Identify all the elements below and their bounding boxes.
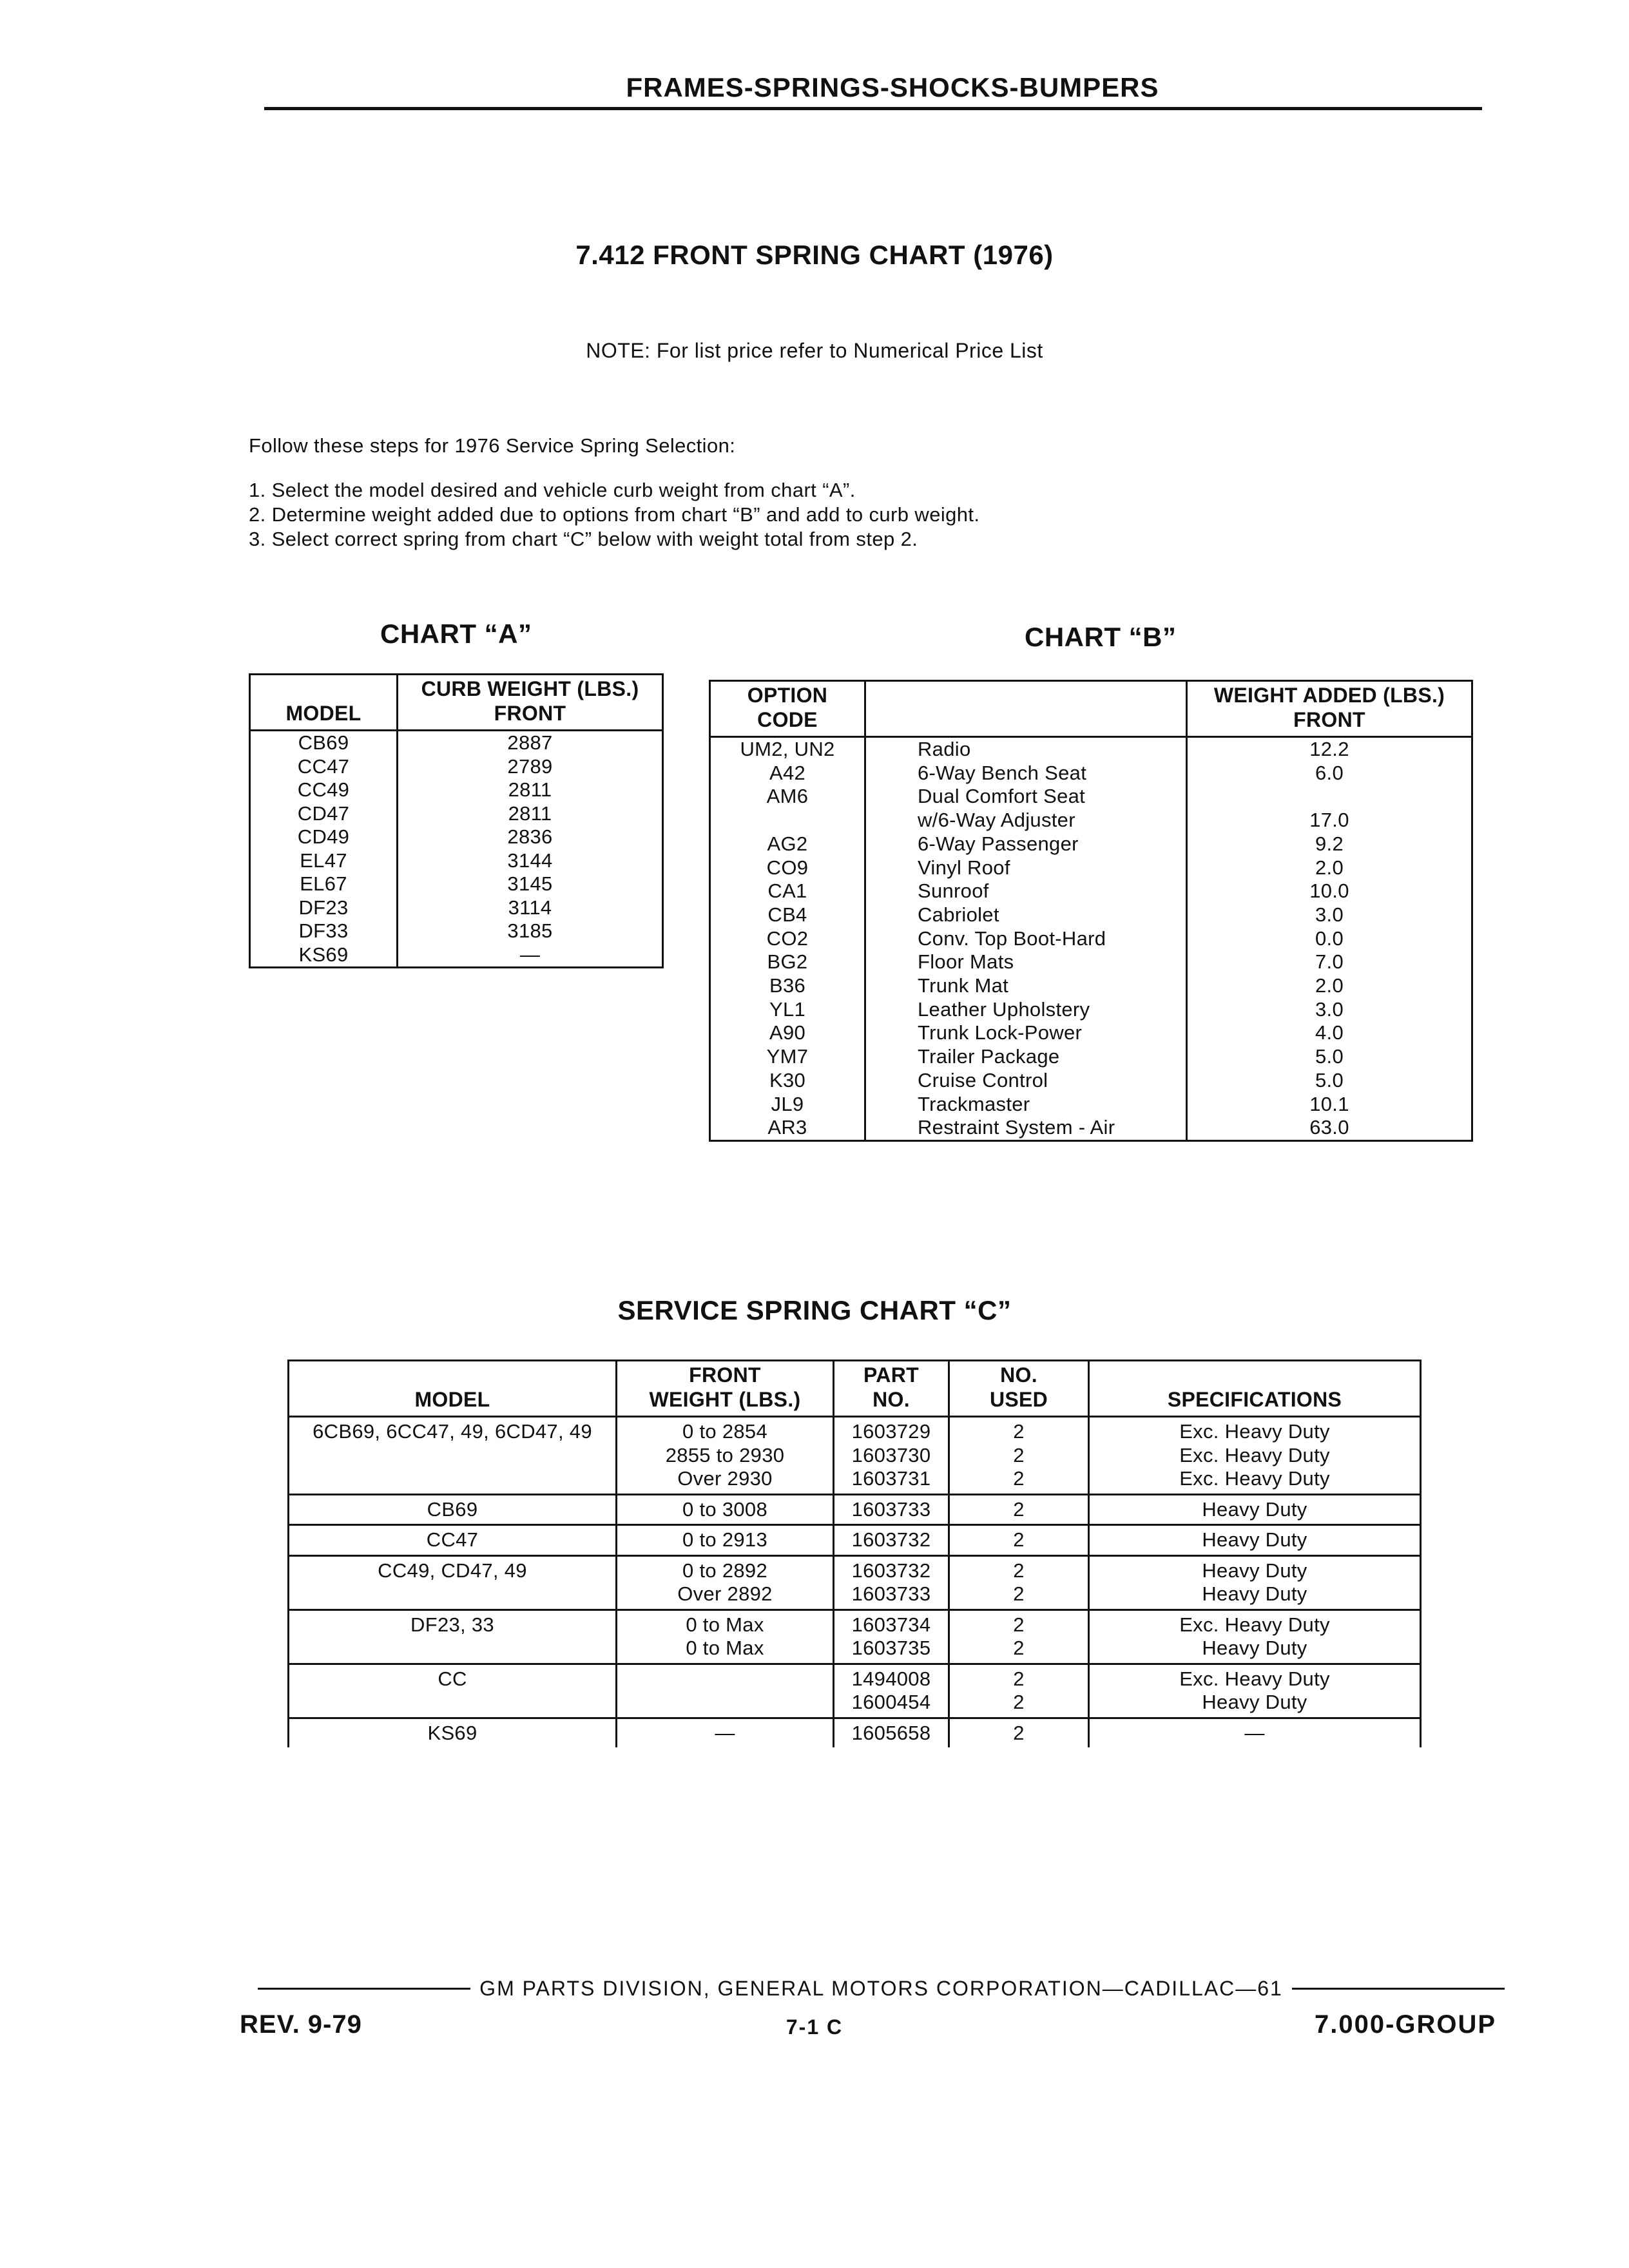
chart-b-weight-added: 5.0	[1187, 1045, 1472, 1069]
chart-c-number-used-value: 2	[1013, 1721, 1025, 1744]
table-row	[710, 762, 1472, 785]
chart-b-option-code: AR3	[710, 1116, 865, 1140]
table-row	[289, 1494, 1421, 1525]
chart-c-header-used: NO. USED	[949, 1361, 1089, 1417]
chart-c-number-used-value: 2	[1013, 1613, 1025, 1636]
chart-a-curb-weight: 3144	[398, 849, 663, 873]
chart-c-part-number-value: 1494008	[851, 1667, 931, 1690]
chart-b-option-code: CB4	[710, 903, 865, 927]
chart-b-weight-added: 7.0	[1187, 950, 1472, 974]
chart-c-number-used-value: 2	[1013, 1497, 1025, 1521]
table-row	[710, 879, 1472, 903]
chart-c-specifications	[1089, 1555, 1421, 1610]
table-row	[250, 755, 663, 779]
chart-c-front-weight-value: 0 to 2913	[682, 1528, 767, 1551]
footer-group: 7.000-GROUP	[1315, 2010, 1497, 2039]
chart-c-number-used-value: 2	[1013, 1420, 1025, 1443]
chart-b-description: Trunk Mat	[865, 974, 1187, 998]
table-row	[250, 943, 663, 968]
chart-c-front-weight	[617, 1610, 834, 1664]
chart-b-description: Cruise Control	[865, 1069, 1187, 1093]
chart-c-part-number	[834, 1718, 949, 1747]
chart-b-description: Trunk Lock-Power	[865, 1021, 1187, 1045]
table-row	[289, 1718, 1421, 1747]
chart-c-header-part: PART NO.	[834, 1361, 949, 1417]
chart-c-front-weight	[617, 1525, 834, 1556]
price-note: NOTE: For list price refer to Numerical Price List	[586, 339, 1043, 362]
table-row	[250, 825, 663, 849]
chart-c-model: 6CB69, 6CC47, 49, 6CD47, 49	[289, 1417, 617, 1495]
chart-c-part-number-value: 1603730	[851, 1443, 931, 1466]
chart-a-curb-weight: 2887	[398, 731, 663, 755]
table-row	[710, 832, 1472, 856]
chart-b-header-description	[865, 681, 1187, 737]
chart-c-model: CB69	[289, 1494, 617, 1525]
chart-c-specifications-value: —	[1244, 1721, 1265, 1744]
chart-c-number-used-value: 2	[1013, 1582, 1025, 1605]
chart-c-part-number-value: 1605658	[851, 1721, 931, 1744]
chart-c-specifications	[1089, 1525, 1421, 1556]
chart-c-front-weight-value: Over 2930	[677, 1467, 773, 1490]
chart-b-weight-added: 2.0	[1187, 856, 1472, 880]
table-row	[710, 737, 1472, 762]
chart-c-front-weight-value: Over 2892	[677, 1582, 773, 1605]
chart-c-number-used-value: 2	[1013, 1691, 1025, 1713]
chart-a-model: DF33	[250, 919, 398, 943]
footer-rule-left	[258, 1988, 470, 1990]
chart-b-header-weight: WEIGHT ADDED (LBS.) FRONT	[1187, 681, 1472, 737]
table-row	[289, 1417, 1421, 1495]
chart-c-part-number-value: 1603732	[851, 1559, 931, 1582]
chart-b-table	[709, 680, 1473, 1142]
chart-c-front-weight-value: 0 to Max	[686, 1637, 764, 1659]
footer-page-number: 7-1 C	[786, 2015, 843, 2039]
chart-b-option-code: UM2, UN2	[710, 737, 865, 762]
chart-c-number-used-value: 2	[1013, 1559, 1025, 1582]
chart-c-part-number-value: 1603734	[851, 1613, 931, 1636]
chart-b-option-code: JL9	[710, 1093, 865, 1117]
page-header-title: FRAMES-SPRINGS-SHOCKS-BUMPERS	[626, 72, 1159, 102]
table-row	[710, 903, 1472, 927]
chart-b-option-code: CO2	[710, 927, 865, 951]
chart-c-front-weight-value: —	[715, 1721, 735, 1744]
chart-c-specifications-value: Heavy Duty	[1202, 1559, 1307, 1582]
table-row	[710, 974, 1472, 998]
chart-c-front-weight	[617, 1417, 834, 1495]
chart-c-number-used-value: 2	[1013, 1667, 1025, 1690]
chart-c-header-row	[289, 1361, 1421, 1417]
chart-c-part-number	[834, 1417, 949, 1495]
chart-b-description: 6-Way Bench Seat	[865, 762, 1187, 785]
chart-c-number-used	[949, 1718, 1089, 1747]
table-row	[289, 1610, 1421, 1664]
chart-a-model: CD47	[250, 802, 398, 826]
chart-b-weight-added: 10.1	[1187, 1093, 1472, 1117]
chart-b-option-code: B36	[710, 974, 865, 998]
chart-c-part-number-value: 1600454	[851, 1691, 931, 1713]
chart-c-number-used	[949, 1664, 1089, 1718]
chart-c-number-used-value: 2	[1013, 1443, 1025, 1466]
chart-b-weight-added: 3.0	[1187, 903, 1472, 927]
chart-b-option-code: AM6	[710, 785, 865, 809]
chart-b-header-row	[710, 681, 1472, 737]
chart-b-weight-added: 5.0	[1187, 1069, 1472, 1093]
chart-c-specifications-value: Exc. Heavy Duty	[1179, 1443, 1330, 1466]
table-row	[710, 809, 1472, 832]
steps-list	[249, 478, 979, 552]
chart-a-model: DF23	[250, 896, 398, 920]
chart-c-part-number-value: 1603735	[851, 1637, 931, 1659]
chart-a-curb-weight: 2811	[398, 802, 663, 826]
chart-c-front-weight-value: 2855 to 2930	[665, 1443, 785, 1466]
chart-c-header-model: MODEL	[289, 1361, 617, 1417]
chart-b-header-code: OPTION CODE	[710, 681, 865, 737]
table-row	[250, 872, 663, 896]
chart-b-weight-added: 2.0	[1187, 974, 1472, 998]
chart-c-part-number-value: 1603733	[851, 1497, 931, 1521]
step-2: 2. Determine weight added due to options from chart “B” and add to curb weight.	[249, 503, 980, 526]
chart-b-description: Cabriolet	[865, 903, 1187, 927]
chart-c-number-used	[949, 1555, 1089, 1610]
chart-c-front-weight	[617, 1664, 834, 1718]
chart-c-front-weight	[617, 1718, 834, 1747]
chart-b-weight-added: 12.2	[1187, 737, 1472, 762]
chart-a-model: CC49	[250, 778, 398, 802]
chart-a-curb-weight: 3114	[398, 896, 663, 920]
chart-c-specifications-value: Heavy Duty	[1202, 1582, 1307, 1605]
table-row	[250, 778, 663, 802]
chart-b-option-code: A90	[710, 1021, 865, 1045]
chart-c-model: KS69	[289, 1718, 617, 1747]
footer-rule-right	[1292, 1988, 1505, 1990]
chart-a-model: CB69	[250, 731, 398, 755]
chart-c-part-number	[834, 1494, 949, 1525]
table-row	[710, 927, 1472, 951]
chart-c-specifications-value: Heavy Duty	[1202, 1691, 1307, 1713]
chart-a-curb-weight: 2836	[398, 825, 663, 849]
chart-b-weight-added: 4.0	[1187, 1021, 1472, 1045]
chart-b-option-code	[710, 809, 865, 832]
chart-b-option-code: YL1	[710, 998, 865, 1022]
chart-c-specifications-value: Heavy Duty	[1202, 1637, 1307, 1659]
chart-b-weight-added: 63.0	[1187, 1116, 1472, 1140]
chart-c-specifications-value: Exc. Heavy Duty	[1179, 1467, 1330, 1490]
chart-c-front-weight-value: 0 to 2892	[682, 1559, 767, 1582]
chart-c-specifications	[1089, 1494, 1421, 1525]
section-title: 7.412 FRONT SPRING CHART (1976)	[575, 240, 1054, 270]
chart-b-option-code: AG2	[710, 832, 865, 856]
chart-c-specifications	[1089, 1417, 1421, 1495]
chart-b-description: Trackmaster	[865, 1093, 1187, 1117]
footer-publisher: GM PARTS DIVISION, GENERAL MOTORS CORPORATION—CADILLAC—61	[479, 1977, 1283, 2000]
chart-c-model: CC47	[289, 1525, 617, 1556]
header-rule	[264, 107, 1482, 110]
chart-b-description: w/6-Way Adjuster	[865, 809, 1187, 832]
chart-c-part-number	[834, 1525, 949, 1556]
chart-a-model: KS69	[250, 943, 398, 968]
table-row	[710, 1045, 1472, 1069]
chart-c-part-number	[834, 1664, 949, 1718]
chart-c-number-used	[949, 1417, 1089, 1495]
chart-c-front-weight-value: 0 to 3008	[682, 1497, 767, 1521]
chart-b-description: Floor Mats	[865, 950, 1187, 974]
table-row	[710, 1093, 1472, 1117]
footer-publisher-line	[258, 1977, 1505, 2001]
chart-a-header-curb-weight: CURB WEIGHT (LBS.) FRONT	[398, 675, 663, 731]
chart-c-number-used	[949, 1610, 1089, 1664]
table-row	[289, 1664, 1421, 1718]
chart-a-header-row	[250, 675, 663, 731]
chart-b-description: Leather Upholstery	[865, 998, 1187, 1022]
chart-c-part-number-value: 1603729	[851, 1420, 931, 1443]
chart-c-table	[287, 1360, 1422, 1747]
chart-b-option-code: CO9	[710, 856, 865, 880]
chart-c-number-used	[949, 1525, 1089, 1556]
table-row	[710, 1116, 1472, 1140]
chart-c-number-used-value: 2	[1013, 1637, 1025, 1659]
table-row	[710, 950, 1472, 974]
chart-c-front-weight	[617, 1494, 834, 1525]
chart-a-curb-weight: 2811	[398, 778, 663, 802]
chart-c-header-weight: FRONT WEIGHT (LBS.)	[617, 1361, 834, 1417]
chart-c-title: SERVICE SPRING CHART “C”	[617, 1295, 1012, 1325]
chart-c-model: CC49, CD47, 49	[289, 1555, 617, 1610]
table-row	[250, 802, 663, 826]
table-row	[250, 919, 663, 943]
chart-c-front-weight-value: 0 to Max	[686, 1613, 764, 1636]
chart-c-specifications-value: Exc. Heavy Duty	[1179, 1420, 1330, 1443]
chart-c-part-number	[834, 1610, 949, 1664]
chart-b-option-code: YM7	[710, 1045, 865, 1069]
chart-c-specifications	[1089, 1718, 1421, 1747]
chart-b-option-code: A42	[710, 762, 865, 785]
chart-a-model: EL47	[250, 849, 398, 873]
chart-b-description: 6-Way Passenger	[865, 832, 1187, 856]
chart-a-model: CC47	[250, 755, 398, 779]
chart-b-weight-added: 17.0	[1187, 809, 1472, 832]
chart-c-front-weight-value: 0 to 2854	[682, 1420, 767, 1443]
chart-b-weight-added: 0.0	[1187, 927, 1472, 951]
chart-a-model: CD49	[250, 825, 398, 849]
chart-c-part-number-value: 1603732	[851, 1528, 931, 1551]
chart-b-option-code: CA1	[710, 879, 865, 903]
intro-text: Follow these steps for 1976 Service Spring Selection:	[249, 434, 736, 457]
chart-b-weight-added: 3.0	[1187, 998, 1472, 1022]
chart-a-title: CHART “A”	[380, 619, 532, 649]
table-row	[250, 731, 663, 755]
chart-a-curb-weight: 3145	[398, 872, 663, 896]
table-row	[710, 1021, 1472, 1045]
table-row	[250, 896, 663, 920]
chart-a-curb-weight: 3185	[398, 919, 663, 943]
chart-c-specifications	[1089, 1664, 1421, 1718]
chart-b-description: Restraint System - Air	[865, 1116, 1187, 1140]
chart-c-header-specifications: SPECIFICATIONS	[1089, 1361, 1421, 1417]
chart-b-title: CHART “B”	[1025, 622, 1177, 652]
chart-b-description: Sunroof	[865, 879, 1187, 903]
chart-c-specifications-value: Heavy Duty	[1202, 1528, 1307, 1551]
chart-b-weight-added: 10.0	[1187, 879, 1472, 903]
chart-c-number-used-value: 2	[1013, 1467, 1025, 1490]
step-3: 3. Select correct spring from chart “C” below with weight total from step 2.	[249, 528, 918, 550]
chart-c-part-number-value: 1603733	[851, 1582, 931, 1605]
chart-b-weight-added: 6.0	[1187, 762, 1472, 785]
chart-b-description: Trailer Package	[865, 1045, 1187, 1069]
table-row	[710, 856, 1472, 880]
chart-b-description: Vinyl Roof	[865, 856, 1187, 880]
chart-c-specifications-value: Exc. Heavy Duty	[1179, 1613, 1330, 1636]
table-row	[289, 1525, 1421, 1556]
chart-b-weight-added	[1187, 785, 1472, 809]
chart-c-model: CC	[289, 1664, 617, 1718]
table-row	[710, 1069, 1472, 1093]
table-row	[710, 998, 1472, 1022]
chart-c-part-number	[834, 1555, 949, 1610]
chart-a-curb-weight: —	[398, 943, 663, 968]
chart-a-curb-weight: 2789	[398, 755, 663, 779]
chart-a-header-model: MODEL	[250, 675, 398, 731]
step-1: 1. Select the model desired and vehicle curb weight from chart “A”.	[249, 479, 856, 501]
chart-b-weight-added: 9.2	[1187, 832, 1472, 856]
chart-b-description: Dual Comfort Seat	[865, 785, 1187, 809]
chart-a-table	[249, 673, 664, 968]
chart-c-specifications-value: Heavy Duty	[1202, 1497, 1307, 1521]
chart-c-specifications	[1089, 1610, 1421, 1664]
chart-a-model: EL67	[250, 872, 398, 896]
chart-c-front-weight	[617, 1555, 834, 1610]
chart-c-part-number-value: 1603731	[851, 1467, 931, 1490]
chart-c-number-used	[949, 1494, 1089, 1525]
chart-b-option-code: K30	[710, 1069, 865, 1093]
table-row	[289, 1555, 1421, 1610]
table-row	[250, 849, 663, 873]
chart-c-model: DF23, 33	[289, 1610, 617, 1664]
chart-c-specifications-value: Exc. Heavy Duty	[1179, 1667, 1330, 1690]
chart-b-option-code: BG2	[710, 950, 865, 974]
chart-b-description: Conv. Top Boot-Hard	[865, 927, 1187, 951]
chart-c-number-used-value: 2	[1013, 1528, 1025, 1551]
table-row	[710, 785, 1472, 809]
footer-revision: REV. 9-79	[240, 2010, 362, 2039]
chart-b-description: Radio	[865, 737, 1187, 762]
